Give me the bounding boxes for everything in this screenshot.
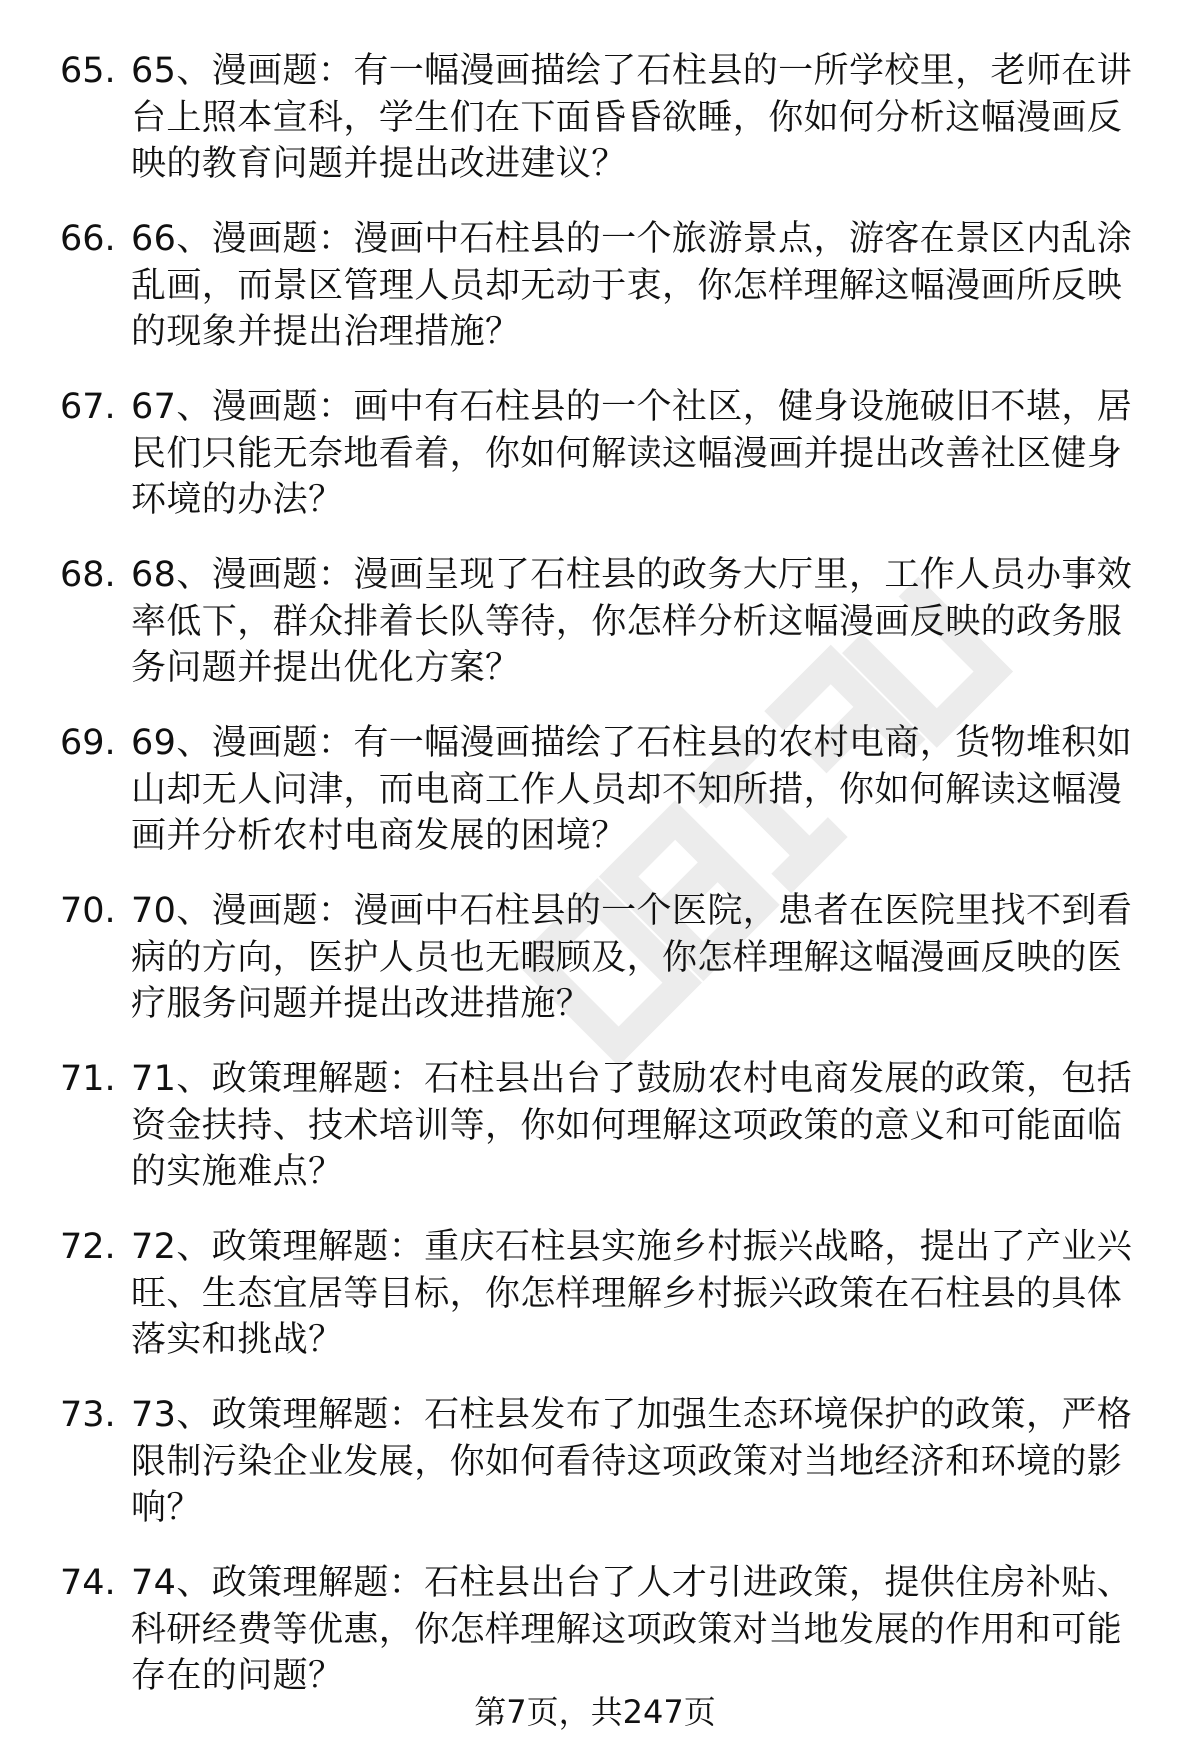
question-text: 74、政策理解题：石柱县出台了人才引进政策，提供住房补贴、科研经费等优惠，你怎样理解这项政策对当地发展的作用和可能存在的问题？ <box>131 1563 1133 1696</box>
question-text: 70、漫画题：漫画中石柱县的一个医院，患者在医院里找不到看病的方向，医护人员也无暇顾及，你怎样理解这幅漫画反映的医疗服务问题并提出改进措施？ <box>131 891 1133 1024</box>
list-item <box>0 1224 1190 1392</box>
page-footer <box>0 1692 1190 1732</box>
list-item <box>0 1392 1190 1560</box>
question-text: 71、政策理解题：石柱县出台了鼓励农村电商发展的政策，包括资金扶持、技术培训等，你如何理解这项政策的意义和可能面临的实施难点？ <box>131 1059 1133 1192</box>
question-number: 68. <box>60 555 116 595</box>
question-text: 65、漫画题：有一幅漫画描绘了石柱县的一所学校里，老师在讲台上照本宣科，学生们在下面昏昏欲睡，你如何分析这幅漫画反映的教育问题并提出改进建议？ <box>131 51 1133 184</box>
question-text: 68、漫画题：漫画呈现了石柱县的政务大厅里，工作人员办事效率低下，群众排着长队等待，你怎样分析这幅漫画反映的政务服务问题并提出优化方案？ <box>131 555 1133 688</box>
list-item <box>0 48 1190 216</box>
question-list <box>0 48 1190 1728</box>
question-text: 67、漫画题：画中有石柱县的一个社区，健身设施破旧不堪，居民们只能无奈地看着，你如何解读这幅漫画并提出改善社区健身环境的办法？ <box>131 387 1133 520</box>
question-number: 65. <box>60 51 116 91</box>
question-number: 73. <box>60 1395 116 1435</box>
question-number: 72. <box>60 1227 116 1267</box>
question-number: 71. <box>60 1059 116 1099</box>
list-item <box>0 720 1190 888</box>
question-text: 69、漫画题：有一幅漫画描绘了石柱县的农村电商，货物堆积如山却无人问津，而电商工作人员却不知所措，你如何解读这幅漫画并分析农村电商发展的困境？ <box>131 723 1133 856</box>
question-text: 73、政策理解题：石柱县发布了加强生态环境保护的政策，严格限制污染企业发展，你如何看待这项政策对当地经济和环境的影响？ <box>131 1395 1133 1528</box>
page-number-label: 第7页，共247页 <box>474 1693 716 1731</box>
list-item <box>0 1056 1190 1224</box>
list-item <box>0 888 1190 1056</box>
question-number: 66. <box>60 219 116 259</box>
question-number: 74. <box>60 1563 116 1603</box>
list-item <box>0 552 1190 720</box>
question-number: 69. <box>60 723 116 763</box>
question-number: 70. <box>60 891 116 931</box>
question-number: 67. <box>60 387 116 427</box>
list-item <box>0 384 1190 552</box>
list-item <box>0 216 1190 384</box>
question-text: 72、政策理解题：重庆石柱县实施乡村振兴战略，提出了产业兴旺、生态宜居等目标，你怎样理解乡村振兴政策在石柱县的具体落实和挑战？ <box>131 1227 1133 1360</box>
question-text: 66、漫画题：漫画中石柱县的一个旅游景点，游客在景区内乱涂乱画，而景区管理人员却无动于衷，你怎样理解这幅漫画所反映的现象并提出治理措施？ <box>131 219 1133 352</box>
